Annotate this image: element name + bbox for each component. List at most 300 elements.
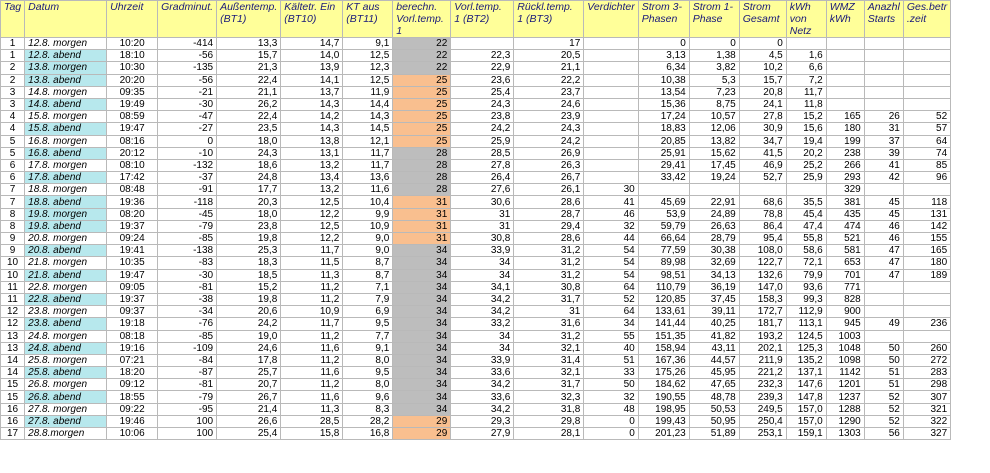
table-cell[interactable]: 44 bbox=[584, 233, 638, 245]
table-cell[interactable]: 19:47 bbox=[107, 269, 158, 281]
date-cell[interactable]: 23.8. abend bbox=[25, 318, 107, 330]
table-cell[interactable]: 118 bbox=[903, 196, 950, 208]
table-cell[interactable]: 6,34 bbox=[638, 62, 689, 74]
table-cell[interactable]: 28,79 bbox=[689, 233, 739, 245]
table-cell[interactable]: 33,42 bbox=[638, 172, 689, 184]
table-cell[interactable]: 13,4 bbox=[281, 172, 343, 184]
table-cell[interactable]: 08:18 bbox=[107, 330, 158, 342]
table-cell[interactable]: 24,3 bbox=[217, 147, 281, 159]
table-cell[interactable]: 113,1 bbox=[786, 318, 826, 330]
table-cell[interactable] bbox=[903, 38, 950, 50]
table-cell[interactable]: 0 bbox=[584, 428, 638, 440]
table-cell[interactable]: 51 bbox=[584, 354, 638, 366]
table-cell[interactable]: 25,91 bbox=[638, 147, 689, 159]
table-cell[interactable]: 945 bbox=[826, 318, 864, 330]
table-cell[interactable]: 10,9 bbox=[343, 220, 393, 232]
table-cell[interactable]: 28,2 bbox=[343, 415, 393, 427]
table-cell[interactable]: 181,7 bbox=[739, 318, 786, 330]
table-cell[interactable]: 28 bbox=[393, 184, 451, 196]
table-cell[interactable]: 28,6 bbox=[514, 233, 584, 245]
table-cell[interactable]: 17 bbox=[514, 38, 584, 50]
table-cell[interactable]: -85 bbox=[158, 330, 217, 342]
table-cell[interactable]: 12,2 bbox=[281, 208, 343, 220]
table-cell[interactable]: 11,6 bbox=[281, 367, 343, 379]
table-cell[interactable]: 34 bbox=[393, 354, 451, 366]
table-cell[interactable]: 52 bbox=[864, 391, 903, 403]
table-cell[interactable]: 33,6 bbox=[451, 367, 514, 379]
table-cell[interactable]: 09:37 bbox=[107, 306, 158, 318]
table-cell[interactable]: 11,3 bbox=[281, 269, 343, 281]
table-cell[interactable]: 26,1 bbox=[514, 184, 584, 196]
table-cell[interactable]: 25,2 bbox=[786, 159, 826, 171]
table-cell[interactable]: 8,7 bbox=[343, 269, 393, 281]
table-cell[interactable]: 11,2 bbox=[281, 281, 343, 293]
table-cell[interactable]: 24,3 bbox=[451, 98, 514, 110]
table-cell[interactable]: -76 bbox=[158, 318, 217, 330]
table-cell[interactable]: 14,4 bbox=[343, 98, 393, 110]
table-cell[interactable]: -37 bbox=[158, 172, 217, 184]
table-cell[interactable]: 11,9 bbox=[343, 86, 393, 98]
table-cell[interactable]: 47,65 bbox=[689, 379, 739, 391]
table-cell[interactable] bbox=[638, 184, 689, 196]
table-cell[interactable]: 34 bbox=[393, 245, 451, 257]
table-cell[interactable]: 12,2 bbox=[281, 233, 343, 245]
table-cell[interactable]: 41,5 bbox=[739, 147, 786, 159]
table-cell[interactable]: 32 bbox=[584, 220, 638, 232]
table-cell[interactable]: 21,1 bbox=[514, 62, 584, 74]
table-cell[interactable]: 2 bbox=[1, 74, 25, 86]
table-cell[interactable]: 19,24 bbox=[689, 172, 739, 184]
table-cell[interactable]: 211,9 bbox=[739, 354, 786, 366]
table-cell[interactable]: 16 bbox=[1, 403, 25, 415]
table-cell[interactable]: 0 bbox=[584, 415, 638, 427]
table-cell[interactable]: 30 bbox=[584, 184, 638, 196]
table-cell[interactable]: 19:18 bbox=[107, 318, 158, 330]
table-cell[interactable]: 28 bbox=[393, 147, 451, 159]
table-cell[interactable]: -81 bbox=[158, 281, 217, 293]
table-cell[interactable]: 26,9 bbox=[514, 147, 584, 159]
table-cell[interactable]: 1 bbox=[1, 50, 25, 62]
table-cell[interactable]: 34 bbox=[393, 379, 451, 391]
table-cell[interactable]: 86,4 bbox=[739, 220, 786, 232]
table-cell[interactable]: 34,2 bbox=[451, 293, 514, 305]
date-cell[interactable]: 25.8. morgen bbox=[25, 354, 107, 366]
table-cell[interactable]: 141,44 bbox=[638, 318, 689, 330]
table-cell[interactable]: 43,11 bbox=[689, 342, 739, 354]
table-cell[interactable]: -109 bbox=[158, 342, 217, 354]
table-cell[interactable]: 8,0 bbox=[343, 354, 393, 366]
table-cell[interactable]: 158,3 bbox=[739, 293, 786, 305]
table-cell[interactable]: 21,3 bbox=[217, 62, 281, 74]
table-cell[interactable]: 147,8 bbox=[786, 391, 826, 403]
table-cell[interactable] bbox=[826, 74, 864, 86]
table-cell[interactable]: 17,7 bbox=[217, 184, 281, 196]
table-cell[interactable]: 09:22 bbox=[107, 403, 158, 415]
table-cell[interactable]: -30 bbox=[158, 269, 217, 281]
table-cell[interactable]: 19:46 bbox=[107, 415, 158, 427]
table-cell[interactable]: 15 bbox=[1, 391, 25, 403]
table-cell[interactable]: 132,6 bbox=[739, 269, 786, 281]
table-cell[interactable]: 41,82 bbox=[689, 330, 739, 342]
table-cell[interactable]: 22,4 bbox=[217, 111, 281, 123]
table-cell[interactable]: 260 bbox=[903, 342, 950, 354]
date-cell[interactable]: 20.8. abend bbox=[25, 245, 107, 257]
table-cell[interactable]: 08:20 bbox=[107, 208, 158, 220]
table-cell[interactable]: 26,3 bbox=[514, 159, 584, 171]
table-cell[interactable]: 19:37 bbox=[107, 293, 158, 305]
table-cell[interactable]: 26,7 bbox=[217, 391, 281, 403]
table-cell[interactable]: 34 bbox=[393, 403, 451, 415]
table-cell[interactable] bbox=[584, 147, 638, 159]
table-cell[interactable]: 20:20 bbox=[107, 74, 158, 86]
table-cell[interactable]: 64 bbox=[584, 281, 638, 293]
table-cell[interactable]: 25 bbox=[393, 135, 451, 147]
table-cell[interactable]: 47 bbox=[864, 245, 903, 257]
table-cell[interactable]: 199 bbox=[826, 135, 864, 147]
table-cell[interactable]: 7 bbox=[1, 196, 25, 208]
table-cell[interactable]: 08:48 bbox=[107, 184, 158, 196]
table-cell[interactable]: 41 bbox=[864, 159, 903, 171]
table-cell[interactable]: 34 bbox=[451, 342, 514, 354]
table-cell[interactable] bbox=[903, 50, 950, 62]
table-cell[interactable]: 9,5 bbox=[343, 367, 393, 379]
table-cell[interactable]: 98,51 bbox=[638, 269, 689, 281]
table-cell[interactable]: -81 bbox=[158, 379, 217, 391]
table-cell[interactable]: 10,38 bbox=[638, 74, 689, 86]
table-cell[interactable]: 201,23 bbox=[638, 428, 689, 440]
table-cell[interactable]: 34 bbox=[393, 391, 451, 403]
table-cell[interactable]: 34 bbox=[393, 269, 451, 281]
table-cell[interactable]: 11,6 bbox=[281, 342, 343, 354]
table-cell[interactable]: 10 bbox=[1, 257, 25, 269]
table-cell[interactable]: 34 bbox=[393, 257, 451, 269]
table-cell[interactable]: 28,5 bbox=[281, 415, 343, 427]
table-cell[interactable]: 45,95 bbox=[689, 367, 739, 379]
table-cell[interactable]: 46 bbox=[584, 208, 638, 220]
table-cell[interactable]: 13,2 bbox=[281, 159, 343, 171]
table-cell[interactable]: 8 bbox=[1, 208, 25, 220]
table-cell[interactable]: 13,6 bbox=[343, 172, 393, 184]
table-cell[interactable]: 10,9 bbox=[281, 306, 343, 318]
table-cell[interactable]: 54 bbox=[584, 269, 638, 281]
table-cell[interactable]: 15,8 bbox=[281, 428, 343, 440]
date-cell[interactable]: 13.8. abend bbox=[25, 74, 107, 86]
table-cell[interactable]: 17:42 bbox=[107, 172, 158, 184]
table-cell[interactable] bbox=[584, 86, 638, 98]
table-cell[interactable]: 10:35 bbox=[107, 257, 158, 269]
table-cell[interactable]: 151,35 bbox=[638, 330, 689, 342]
table-cell[interactable]: 09:24 bbox=[107, 233, 158, 245]
table-cell[interactable] bbox=[451, 38, 514, 50]
table-cell[interactable]: 521 bbox=[826, 233, 864, 245]
table-cell[interactable]: 198,95 bbox=[638, 403, 689, 415]
table-cell[interactable] bbox=[903, 62, 950, 74]
table-cell[interactable]: 19,0 bbox=[217, 330, 281, 342]
table-cell[interactable]: 50,53 bbox=[689, 403, 739, 415]
table-cell[interactable]: 14,0 bbox=[281, 50, 343, 62]
table-cell[interactable] bbox=[903, 74, 950, 86]
table-cell[interactable]: 581 bbox=[826, 245, 864, 257]
table-cell[interactable]: 34 bbox=[393, 293, 451, 305]
table-cell[interactable] bbox=[903, 330, 950, 342]
date-cell[interactable]: 19.8. abend bbox=[25, 220, 107, 232]
table-cell[interactable]: 25,9 bbox=[451, 135, 514, 147]
table-cell[interactable]: 30,6 bbox=[451, 196, 514, 208]
table-cell[interactable]: 13,3 bbox=[217, 38, 281, 50]
table-cell[interactable]: 33,9 bbox=[451, 245, 514, 257]
column-header[interactable]: Anazhl Starts bbox=[864, 1, 903, 38]
table-cell[interactable]: 11,6 bbox=[343, 184, 393, 196]
table-cell[interactable]: 7,9 bbox=[343, 293, 393, 305]
table-cell[interactable]: 34 bbox=[393, 342, 451, 354]
table-cell[interactable] bbox=[584, 172, 638, 184]
table-cell[interactable]: 13,82 bbox=[689, 135, 739, 147]
table-cell[interactable] bbox=[864, 86, 903, 98]
column-header[interactable]: kWh von Netz bbox=[786, 1, 826, 38]
table-cell[interactable]: 8,3 bbox=[343, 403, 393, 415]
table-cell[interactable]: 55 bbox=[584, 330, 638, 342]
table-cell[interactable]: 435 bbox=[826, 208, 864, 220]
table-cell[interactable]: 24,3 bbox=[514, 123, 584, 135]
table-cell[interactable]: -21 bbox=[158, 86, 217, 98]
table-cell[interactable]: 180 bbox=[826, 123, 864, 135]
table-cell[interactable]: 19:49 bbox=[107, 98, 158, 110]
column-header[interactable]: Verdichter bbox=[584, 1, 638, 38]
column-header[interactable]: Strom 1-Phase bbox=[689, 1, 739, 38]
table-cell[interactable]: 28 bbox=[393, 159, 451, 171]
table-cell[interactable] bbox=[584, 123, 638, 135]
table-cell[interactable]: 25,4 bbox=[451, 86, 514, 98]
table-cell[interactable]: 5,3 bbox=[689, 74, 739, 86]
table-cell[interactable]: 1201 bbox=[826, 379, 864, 391]
table-cell[interactable]: 11,7 bbox=[343, 159, 393, 171]
date-cell[interactable]: 21.8. morgen bbox=[25, 257, 107, 269]
table-cell[interactable]: 8 bbox=[1, 220, 25, 232]
date-cell[interactable]: 16.8. morgen bbox=[25, 135, 107, 147]
table-cell[interactable]: 8,7 bbox=[343, 257, 393, 269]
table-cell[interactable]: -83 bbox=[158, 257, 217, 269]
table-cell[interactable]: 77,59 bbox=[638, 245, 689, 257]
column-header[interactable]: Datum bbox=[25, 1, 107, 38]
table-cell[interactable]: 236 bbox=[903, 318, 950, 330]
table-cell[interactable]: 31 bbox=[393, 220, 451, 232]
table-cell[interactable]: 189 bbox=[903, 269, 950, 281]
table-cell[interactable]: 14,7 bbox=[281, 38, 343, 50]
table-cell[interactable]: 25,3 bbox=[217, 245, 281, 257]
column-header[interactable]: Tag bbox=[1, 1, 25, 38]
table-cell[interactable]: 24,2 bbox=[514, 135, 584, 147]
date-cell[interactable]: 14.8. morgen bbox=[25, 86, 107, 98]
table-cell[interactable]: 1048 bbox=[826, 342, 864, 354]
table-cell[interactable]: 32,3 bbox=[514, 391, 584, 403]
table-cell[interactable]: 45,4 bbox=[786, 208, 826, 220]
table-cell[interactable]: 3 bbox=[1, 98, 25, 110]
table-cell[interactable] bbox=[584, 74, 638, 86]
table-cell[interactable]: 17,24 bbox=[638, 111, 689, 123]
table-cell[interactable]: 9 bbox=[1, 233, 25, 245]
table-cell[interactable]: 23,5 bbox=[217, 123, 281, 135]
table-cell[interactable]: 381 bbox=[826, 196, 864, 208]
date-cell[interactable]: 24.8. abend bbox=[25, 342, 107, 354]
table-cell[interactable]: 52 bbox=[864, 415, 903, 427]
table-cell[interactable]: 14,1 bbox=[281, 74, 343, 86]
table-cell[interactable]: 19:47 bbox=[107, 123, 158, 135]
table-cell[interactable]: -34 bbox=[158, 306, 217, 318]
table-cell[interactable]: 14,5 bbox=[343, 123, 393, 135]
table-cell[interactable]: 34,2 bbox=[451, 306, 514, 318]
table-cell[interactable]: 11,3 bbox=[281, 403, 343, 415]
table-cell[interactable]: 54 bbox=[584, 257, 638, 269]
table-cell[interactable]: 36,19 bbox=[689, 281, 739, 293]
table-cell[interactable] bbox=[826, 62, 864, 74]
table-cell[interactable]: 96 bbox=[903, 172, 950, 184]
table-cell[interactable]: 11,2 bbox=[281, 354, 343, 366]
table-cell[interactable]: 19:16 bbox=[107, 342, 158, 354]
table-cell[interactable]: 238 bbox=[826, 147, 864, 159]
table-cell[interactable]: 5 bbox=[1, 135, 25, 147]
table-cell[interactable]: 249,5 bbox=[739, 403, 786, 415]
table-cell[interactable] bbox=[826, 50, 864, 62]
table-cell[interactable]: 165 bbox=[903, 245, 950, 257]
table-cell[interactable]: 34,1 bbox=[451, 281, 514, 293]
table-cell[interactable]: 28,5 bbox=[451, 147, 514, 159]
table-cell[interactable]: 58,6 bbox=[786, 245, 826, 257]
table-cell[interactable]: -138 bbox=[158, 245, 217, 257]
table-cell[interactable]: 24,1 bbox=[739, 98, 786, 110]
date-cell[interactable]: 26.8. morgen bbox=[25, 379, 107, 391]
table-cell[interactable]: 89,98 bbox=[638, 257, 689, 269]
table-cell[interactable]: 29,41 bbox=[638, 159, 689, 171]
table-cell[interactable]: 15,2 bbox=[786, 111, 826, 123]
table-cell[interactable] bbox=[864, 38, 903, 50]
table-cell[interactable]: 31,4 bbox=[514, 354, 584, 366]
table-cell[interactable]: 15,6 bbox=[786, 123, 826, 135]
table-cell[interactable]: 120,85 bbox=[638, 293, 689, 305]
table-cell[interactable]: 42 bbox=[864, 172, 903, 184]
date-cell[interactable]: 18.8. morgen bbox=[25, 184, 107, 196]
table-cell[interactable]: -91 bbox=[158, 184, 217, 196]
table-cell[interactable]: 180 bbox=[903, 257, 950, 269]
column-header[interactable]: KT aus (BT11) bbox=[343, 1, 393, 38]
table-cell[interactable]: 13,54 bbox=[638, 86, 689, 98]
table-cell[interactable]: 18:20 bbox=[107, 367, 158, 379]
table-cell[interactable]: 190,55 bbox=[638, 391, 689, 403]
date-cell[interactable]: 28.8.morgen bbox=[25, 428, 107, 440]
table-cell[interactable]: 28 bbox=[393, 172, 451, 184]
date-cell[interactable]: 20.8. morgen bbox=[25, 233, 107, 245]
table-cell[interactable]: 13,8 bbox=[281, 135, 343, 147]
table-cell[interactable]: 25,9 bbox=[786, 172, 826, 184]
table-cell[interactable]: 32,69 bbox=[689, 257, 739, 269]
table-cell[interactable] bbox=[584, 159, 638, 171]
table-cell[interactable]: -10 bbox=[158, 147, 217, 159]
table-cell[interactable]: 6,9 bbox=[343, 306, 393, 318]
table-cell[interactable]: 59,79 bbox=[638, 220, 689, 232]
table-cell[interactable]: 34 bbox=[393, 318, 451, 330]
table-cell[interactable]: 1303 bbox=[826, 428, 864, 440]
table-cell[interactable]: 322 bbox=[903, 415, 950, 427]
table-cell[interactable]: 51 bbox=[864, 367, 903, 379]
table-cell[interactable] bbox=[864, 50, 903, 62]
table-cell[interactable]: 20,8 bbox=[739, 86, 786, 98]
table-cell[interactable] bbox=[864, 62, 903, 74]
table-cell[interactable]: 31 bbox=[514, 306, 584, 318]
table-cell[interactable]: 20,3 bbox=[217, 196, 281, 208]
table-cell[interactable]: 34 bbox=[393, 281, 451, 293]
table-cell[interactable]: 15,36 bbox=[638, 98, 689, 110]
table-cell[interactable]: 34 bbox=[393, 306, 451, 318]
table-cell[interactable]: 1,6 bbox=[786, 50, 826, 62]
table-cell[interactable]: 54 bbox=[584, 245, 638, 257]
table-cell[interactable]: 20,2 bbox=[786, 147, 826, 159]
table-cell[interactable]: -56 bbox=[158, 50, 217, 62]
table-cell[interactable] bbox=[864, 306, 903, 318]
table-cell[interactable]: 48,78 bbox=[689, 391, 739, 403]
table-cell[interactable]: 3,82 bbox=[689, 62, 739, 74]
table-cell[interactable]: 157,0 bbox=[786, 403, 826, 415]
table-cell[interactable]: 10,57 bbox=[689, 111, 739, 123]
table-cell[interactable]: 95,4 bbox=[739, 233, 786, 245]
table-cell[interactable]: 46,9 bbox=[739, 159, 786, 171]
table-cell[interactable]: 33 bbox=[584, 367, 638, 379]
table-cell[interactable]: 701 bbox=[826, 269, 864, 281]
table-cell[interactable]: 11 bbox=[1, 281, 25, 293]
table-cell[interactable] bbox=[864, 330, 903, 342]
table-cell[interactable]: 53,9 bbox=[638, 208, 689, 220]
table-cell[interactable]: 28,7 bbox=[514, 208, 584, 220]
table-cell[interactable]: 52 bbox=[584, 293, 638, 305]
table-cell[interactable]: 12,5 bbox=[281, 196, 343, 208]
table-cell[interactable]: 135,2 bbox=[786, 354, 826, 366]
table-cell[interactable]: 52,7 bbox=[739, 172, 786, 184]
table-cell[interactable]: 50 bbox=[864, 342, 903, 354]
table-cell[interactable]: 19:36 bbox=[107, 196, 158, 208]
table-cell[interactable]: 25 bbox=[393, 111, 451, 123]
table-cell[interactable] bbox=[903, 98, 950, 110]
table-cell[interactable]: 137,1 bbox=[786, 367, 826, 379]
table-cell[interactable]: 142 bbox=[903, 220, 950, 232]
table-cell[interactable]: 31,2 bbox=[514, 257, 584, 269]
table-cell[interactable]: 8,0 bbox=[343, 379, 393, 391]
table-cell[interactable]: -79 bbox=[158, 391, 217, 403]
table-cell[interactable]: 11,7 bbox=[786, 86, 826, 98]
table-cell[interactable]: 39,11 bbox=[689, 306, 739, 318]
table-cell[interactable]: 11,2 bbox=[281, 293, 343, 305]
table-cell[interactable]: 13,9 bbox=[281, 62, 343, 74]
table-cell[interactable]: 0 bbox=[638, 38, 689, 50]
table-cell[interactable]: 34,2 bbox=[451, 379, 514, 391]
table-cell[interactable]: 133,61 bbox=[638, 306, 689, 318]
table-cell[interactable]: 09:12 bbox=[107, 379, 158, 391]
table-cell[interactable]: 66,64 bbox=[638, 233, 689, 245]
table-cell[interactable]: 26,2 bbox=[217, 98, 281, 110]
table-cell[interactable]: 26,4 bbox=[451, 172, 514, 184]
table-cell[interactable]: 158,94 bbox=[638, 342, 689, 354]
table-cell[interactable] bbox=[864, 74, 903, 86]
table-cell[interactable]: 108,0 bbox=[739, 245, 786, 257]
table-cell[interactable]: 4 bbox=[1, 111, 25, 123]
table-cell[interactable]: 41 bbox=[584, 196, 638, 208]
table-cell[interactable]: 14,3 bbox=[281, 98, 343, 110]
table-cell[interactable]: 30,8 bbox=[451, 233, 514, 245]
table-cell[interactable]: 22,91 bbox=[689, 196, 739, 208]
table-cell[interactable]: 17 bbox=[1, 428, 25, 440]
table-cell[interactable]: 34 bbox=[451, 330, 514, 342]
table-cell[interactable]: 10:06 bbox=[107, 428, 158, 440]
date-cell[interactable]: 27.8. abend bbox=[25, 415, 107, 427]
table-cell[interactable]: 19,8 bbox=[217, 293, 281, 305]
table-cell[interactable]: 10:30 bbox=[107, 62, 158, 74]
